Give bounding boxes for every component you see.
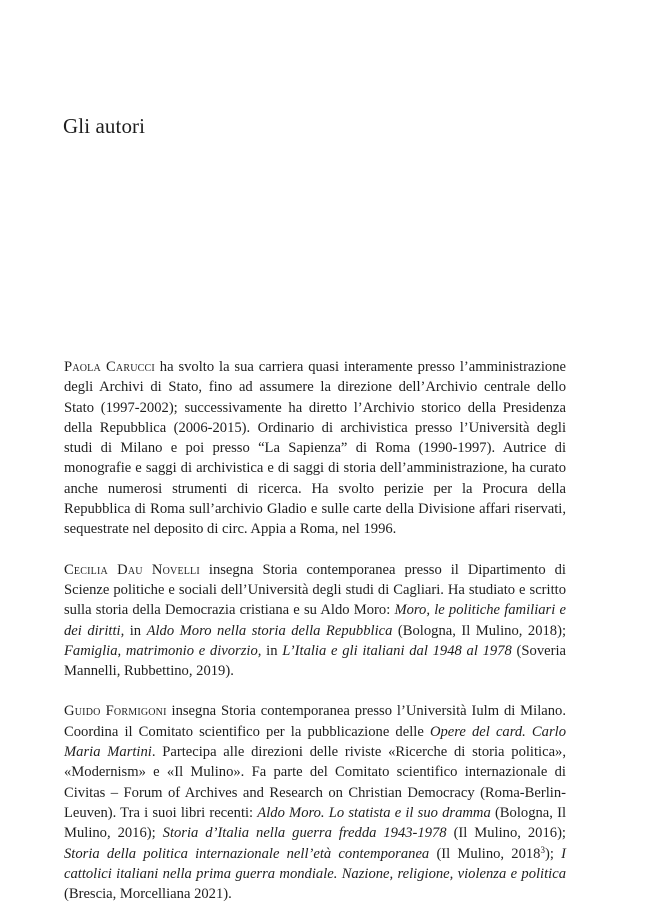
author-bio bbox=[64, 560, 566, 682]
bio-text-run: (Brescia, Morcelliana 2021). bbox=[64, 886, 232, 903]
author-name: Cecilia Dau Novelli bbox=[64, 561, 200, 578]
edition-superscript: 3 bbox=[540, 844, 545, 855]
author-bio-text bbox=[64, 703, 566, 902]
bio-text-run: (Bologna, Il Mulino, 2016); bbox=[64, 804, 567, 842]
bio-text-run: (Il Mulino, 2016); bbox=[446, 825, 566, 842]
bio-text-run: (Il Mulino, 2018 bbox=[429, 845, 541, 862]
book-title: Aldo Moro. Lo statista e il suo dramma bbox=[257, 804, 491, 821]
author-bio bbox=[64, 357, 566, 540]
book-title: Storia d’Italia nella guerra fredda 1943-1978 bbox=[162, 825, 447, 842]
bio-text-run: ha svolto la sua carriera quasi interamente presso l’amministrazione degli Archivi di Stato, fino ad assumere la direzione dell’Archivio centrale dello Stato (1997-2002); successivamente ha diretto l’Archivio storico della Presidenza della Repubblica (2006-2015). Ordinario di archivistica presso l’Università degli studi di Milano e poi presso “La Sapienza” di Roma (1990-1997). Autrice di monografie e saggi di archivistica e di saggi di storia dell’amministrazione, ha curato anche numerosi strumenti di ricerca. Ha svolto perizie per la Procura della Repubblica di Roma sull’archivio Gladio e sulle carte della Divisione affari riservati, sequestrate nel deposito di circ. Appia a Roma, nel 1996. bbox=[64, 359, 567, 538]
book-title: Storia della politica internazionale nell’età contemporanea bbox=[64, 845, 430, 862]
bio-text-run: (Bologna, Il Mulino, 2018); bbox=[392, 622, 566, 639]
book-title: Aldo Moro nella storia della Repubblica bbox=[146, 622, 393, 639]
author-bio-text bbox=[64, 562, 566, 679]
bio-text-run: . Partecipa alle direzioni delle riviste «Ricerche di storia politica», «Modernism» e «Il Mulino». Fa parte del Comitato scientifico internazionale di Civitas – Forum of Archives and Research on Christian Democracy (Roma-Berlin-Leuven). Tra i suoi libri recenti: bbox=[64, 744, 566, 821]
book-title: Famiglia, matrimonio e divorzio, bbox=[64, 642, 262, 659]
author-bios bbox=[64, 357, 566, 924]
bio-text-run: in bbox=[261, 642, 283, 659]
bio-text-run: in bbox=[124, 622, 147, 639]
page-title: Gli autori bbox=[63, 114, 146, 138]
author-name: Paola Carucci bbox=[64, 359, 155, 375]
author-bio-text bbox=[64, 359, 566, 537]
bio-text-run: insegna Storia contemporanea presso l’Università Iulm di Milano. Coordina il Comitato scientifico per la pubblicazione delle bbox=[64, 703, 566, 740]
bio-text-run: ); bbox=[544, 845, 562, 862]
author-name: Guido Formigoni bbox=[64, 703, 167, 720]
book-title: L’Italia e gli italiani dal 1948 al 1978 bbox=[282, 642, 512, 659]
author-bio bbox=[64, 701, 566, 904]
book-title: Opere del card. Carlo Maria Martini bbox=[64, 723, 566, 761]
bio-text-run: (Soveria Mannelli, Rubbettino, 2019). bbox=[64, 642, 566, 680]
bio-text-run: insegna Storia contemporanea presso il Dipartimento di Scienze politiche e sociali dell’Università degli studi di Cagliari. Ha studiato e scritto sulla storia della Democrazia cristiana e su Aldo Moro: bbox=[64, 561, 566, 619]
book-title: Moro, le politiche familiari e dei diritti, bbox=[64, 602, 566, 639]
book-title: I cattolici italiani nella prima guerra mondiale. Nazione, religione, violenza e politica bbox=[64, 845, 566, 882]
